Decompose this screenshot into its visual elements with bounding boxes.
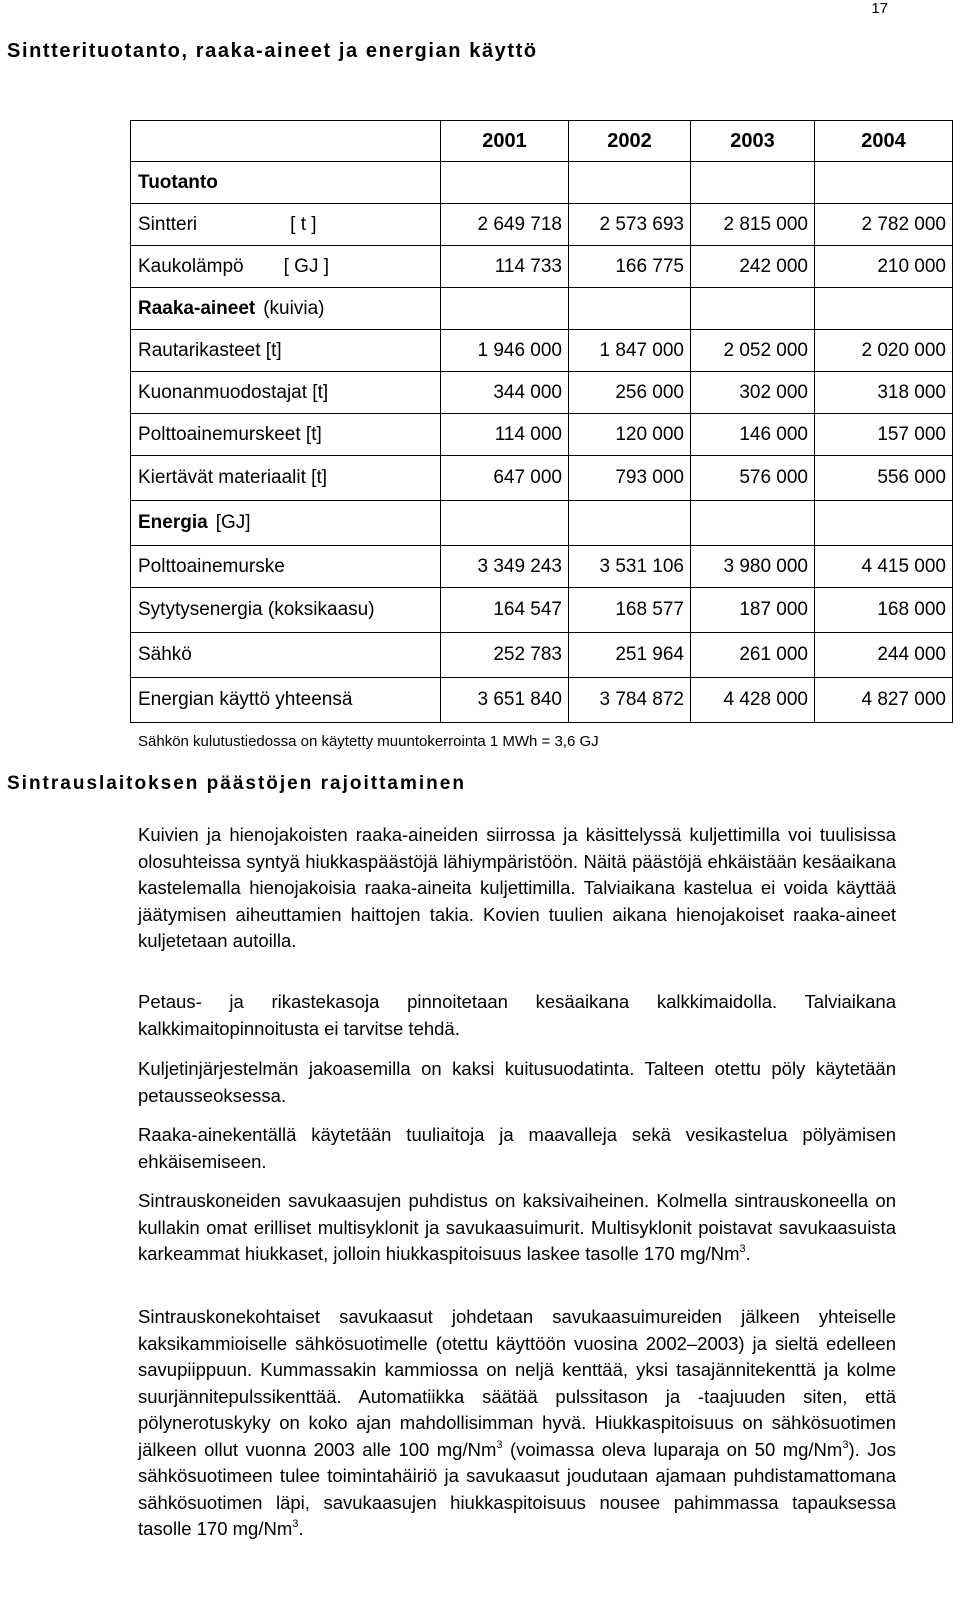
value-cell: 2 020 000 [815,330,953,372]
row-label: Kiertävät materiaalit [t] [138,467,328,488]
paragraph-6 [138,1304,896,1543]
value-cell [569,288,691,330]
row-label-cell [131,330,441,372]
value-cell: 4 428 000 [691,678,815,723]
row-label-cell [131,372,441,414]
value-cell: 168 000 [815,588,953,633]
production-energy-table [130,120,953,723]
table-row [131,414,953,456]
row-label: Tuotanto [138,171,218,193]
value-cell: 256 000 [569,372,691,414]
table-header-blank [131,121,441,162]
value-cell [691,501,815,546]
page-number: 17 [871,0,888,17]
table-note: Sähkön kulutustiedossa on käytetty muuntokerrointa 1 MWh = 3,6 GJ [138,733,599,750]
value-cell: 120 000 [569,414,691,456]
value-cell: 2 782 000 [815,204,953,246]
section-title: Sintterituotanto, raaka-aineet ja energian käyttö [7,40,538,62]
row-label: Kuonanmuodostajat [t] [138,381,329,403]
paragraph-4: Raaka-ainekentällä käytetään tuuliaitoja ja maavalleja sekä vesikastelua pölyämisen ehkäisemiseen. [138,1124,896,1172]
row-label-cell [131,246,441,288]
value-cell: 244 000 [815,633,953,678]
value-cell: 1 946 000 [441,330,569,372]
table-row [131,456,953,501]
row-label-cell [131,456,441,501]
value-cell: 242 000 [691,246,815,288]
row-unit: (kuivia) [263,297,325,319]
value-cell: 114 733 [441,246,569,288]
paragraph-1: Kuivien ja hienojakoisten raaka-aineiden siirrossa ja käsittelyssä kuljettimilla voi tuulisissa olosuhteissa syntyä hiukkaspäästöjä lähiympäristöön. Näitä päästöjä ehkäistään kesäaikana kastelemalla hienojakoisia raaka-aineita kuljettimilla. Talviaikana kastelua ei voida käyttää jäätymisen aiheuttamien haittojen takia. Kovien tuulien aikana hienojakoiset raaka-aineet kuljetetaan autoilla. [138,824,896,951]
value-cell: 302 000 [691,372,815,414]
row-label-cell [131,501,441,546]
value-cell: 3 980 000 [691,546,815,588]
value-cell: 4 415 000 [815,546,953,588]
value-cell: 2 649 718 [441,204,569,246]
superscript: 3 [739,1243,746,1255]
row-label: Sytytysenergia (koksikaasu) [138,599,375,620]
row-unit: [ t ] [290,213,317,235]
value-cell: 3 651 840 [441,678,569,723]
row-label-cell [131,162,441,204]
value-cell: 187 000 [691,588,815,633]
paragraph-6-text-b: (voimassa oleva luparaja on 50 mg/Nm [502,1438,843,1460]
value-cell: 168 577 [569,588,691,633]
row-unit: [ GJ ] [283,255,330,277]
row-label: Sintteri [138,213,198,235]
value-cell [441,501,569,546]
row-label-cell [131,678,441,723]
year-header: 2004 [815,121,953,162]
value-cell: 2 815 000 [691,204,815,246]
value-cell: 210 000 [815,246,953,288]
table-row [131,546,953,588]
value-cell [441,162,569,204]
value-cell [569,501,691,546]
paragraph-3: Kuljetinjärjestelmän jakoasemilla on kaksi kuitusuodatinta. Talteen otettu pöly käytetään petausseoksessa. [138,1058,896,1106]
table-row [131,246,953,288]
value-cell: 4 827 000 [815,678,953,723]
value-cell [691,288,815,330]
table-row [131,633,953,678]
row-label-cell [131,546,441,588]
table-row [131,372,953,414]
value-cell: 261 000 [691,633,815,678]
value-cell [815,288,953,330]
paragraph-6-text-c: ). Jos sähkösuotimeen tulee toimintahäiriö ja savukaasut joudutaan ajamaan puhdistamattomana sähkösuotimen läpi, savukaasujen hiukkaspitoisuus nousee pahimmassa tapauksessa tasolle 170 mg/Nm [138,1438,896,1539]
row-label: Kaukolämpö [138,255,244,277]
row-label: Polttoainemurskeet [t] [138,423,322,445]
value-cell: 164 547 [441,588,569,633]
value-cell: 647 000 [441,456,569,501]
table-header-row [131,121,953,162]
row-unit: [GJ] [215,512,251,533]
table-row [131,288,953,330]
row-label-cell [131,414,441,456]
paragraph-5 [138,1188,896,1268]
value-cell: 3 784 872 [569,678,691,723]
row-label-cell [131,588,441,633]
subsection-title: Sintrauslaitoksen päästöjen rajoittaminen [7,773,466,794]
row-label: Energian käyttö yhteensä [138,689,353,710]
paragraph-2: Petaus- ja rikastekasoja pinnoitetaan kesäaikana kalkkimaidolla. Talviaikana kalkkimaitopinnoitusta ei tarvitse tehdä. [138,991,896,1039]
row-label: Energia [138,512,208,533]
superscript: 3 [496,1438,503,1451]
paragraph-6-end: . [298,1518,304,1539]
row-label: Raaka-aineet [138,297,256,319]
year-header: 2002 [569,121,691,162]
paragraph-6-text-a: Sintrauskonekohtaiset savukaasut johdetaan savukaasuimureiden jälkeen yhteiselle kaksikammioiselle sähkösuotimelle (otettu käyttöön vuosina 2002–2003) ja sieltä edelleen savupiippuun. Kummassakin kammiossa on neljä kenttää, yksi tasajännitekenttä ja kolme suurjännitepulssikenttää. Automatiikka säätää pulssitason ja -taajuuden siten, että pölynerotuskyky on koko ajan mahdollisimman hyvä. Hiukkaspitoisuus on sähkösuotimen jälkeen ollut vuonna 2003 alle 100 mg/Nm [138,1306,896,1460]
value-cell: 576 000 [691,456,815,501]
paragraph-5-text: Sintrauskoneiden savukaasujen puhdistus on kaksivaiheinen. Kolmella sintrauskoneella on kullakin omat erilliset multisyklonit ja savukaasuimurit. Multisyklonit poistavat savukaasuista karkeammat hiukkaset, jolloin hiukkaspitoisuus laskee tasolle 170 mg/Nm [138,1190,896,1264]
value-cell [441,288,569,330]
value-cell: 2 573 693 [569,204,691,246]
value-cell: 318 000 [815,372,953,414]
row-label: Rautarikasteet [t] [138,339,282,361]
value-cell: 166 775 [569,246,691,288]
paragraph-5-end: . [745,1243,751,1264]
value-cell: 114 000 [441,414,569,456]
value-cell [815,501,953,546]
superscript: 3 [292,1518,299,1530]
value-cell: 251 964 [569,633,691,678]
table-row [131,501,953,546]
year-header: 2003 [691,121,815,162]
value-cell: 252 783 [441,633,569,678]
superscript: 3 [842,1438,849,1451]
row-label-cell [131,633,441,678]
value-cell: 146 000 [691,414,815,456]
row-label: Sähkö [138,644,192,665]
value-cell [569,162,691,204]
row-label-cell [131,204,441,246]
year-header: 2001 [441,121,569,162]
value-cell: 3 531 106 [569,546,691,588]
row-label: Polttoainemurske [138,555,285,577]
value-cell [815,162,953,204]
value-cell: 793 000 [569,456,691,501]
table-row [131,162,953,204]
table-row [131,204,953,246]
table-row [131,588,953,633]
value-cell: 1 847 000 [569,330,691,372]
value-cell: 157 000 [815,414,953,456]
value-cell [691,162,815,204]
value-cell: 344 000 [441,372,569,414]
table-row [131,678,953,723]
value-cell: 3 349 243 [441,546,569,588]
table-row [131,330,953,372]
value-cell: 556 000 [815,456,953,501]
row-label-cell [131,288,441,330]
value-cell: 2 052 000 [691,330,815,372]
